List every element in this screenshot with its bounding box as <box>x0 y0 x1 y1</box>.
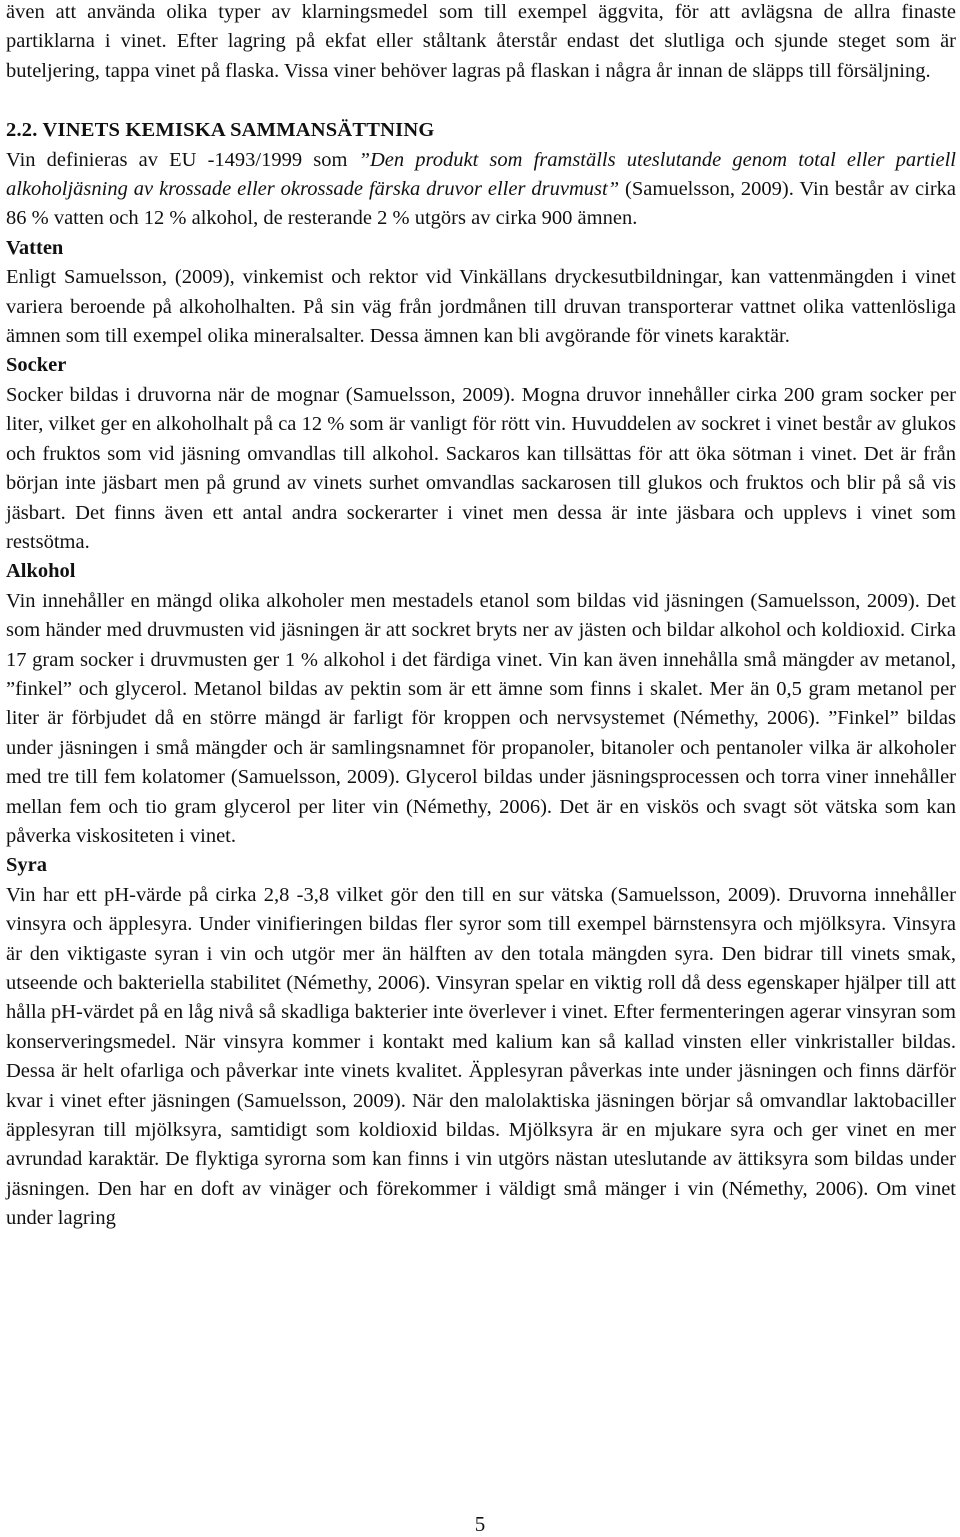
page-number: 5 <box>474 1512 486 1536</box>
definition-quote: ”Den produkt som framställs uteslutande genom total eller partiell alkoholjäsning av krossade eller okrossade färska druvor eller druvmust” <box>6 148 956 201</box>
definition-paragraph <box>6 146 956 234</box>
subheading-syra: Syra <box>6 854 47 877</box>
subheading-alkohol: Alkohol <box>6 560 76 583</box>
document-page <box>6 0 956 1234</box>
definition-lead: Vin definieras av EU -1493/1999 som <box>6 148 359 171</box>
section-number: 2.2. <box>6 119 38 142</box>
subheading-vatten: Vatten <box>6 236 64 259</box>
section-heading <box>6 116 956 145</box>
intro-paragraph: även att använda olika typer av klarningsmedel som till exempel äggvita, för att avlägsna de allra finaste partiklarna i vinet. Efter lagring på ekfat eller ståltank återstår endast det slutliga och sjunde steget som är buteljering, tappa vinet på flaska. Vissa viner behöver lagras på flaskan i några år innan de släpps till försäljning. <box>6 1 956 82</box>
definition-tail: (Samuelsson, 2009). Vin består av cirka 86 % vatten och 12 % alkohol, de resterande 2 % utgörs av cirka 900 ämnen. <box>6 178 957 230</box>
subheading-socker: Socker <box>6 354 67 377</box>
section-title: VINETS KEMISKA SAMMANSÄTTNING <box>42 119 435 142</box>
paragraph-syra: Vin har ett pH-värde på cirka 2,8 -3,8 vilket gör den till en sur vätska (Samuelsson, 2009). Druvorna innehåller vinsyra och äpplesyra. Under vinifieringen bildas fler syror som till exempel bärnstensyra och mjölksyra. Vinsyra är den viktigaste syran i vin och utgör mer än hälften av den totala mängden syra. Den bidrar till vinets smak, utseende och bakteriella stabilitet (Némethy, 2006). Vinsyran spelar en viktig roll då dess egenskaper hjälper till att hålla pH-värdet på en låg nivå så skadliga bakterier inte överlever i vinet. Efter fermenteringen agerar vinsyran som konserveringsmedel. När vinsyra kommer i kontakt med kalium kan så kallad vinsten eller vinkristaller bildas. Dessa är helt ofarliga och påverkar inte vinets kvalitet. Äpplesyran påverkas inte under jäsningen och finns därför kvar i vinet efter jäsningen (Samuelsson, 2009). När den malolaktiska jäsningen börjar så omvandlar laktobaciller äpplesyran till mjölksyra, samtidigt som koldioxid bildas. Mjölksyra är en mjukare syra och ger vinet en mer avrundad karaktär. De flyktiga syrorna som kan finns i vin utgörs nästan uteslutande av ättiksyra som bildas under jäsningen. Den har en doft av vinäger och förekommer i väldigt små mänger i vin (Némethy, 2006). Om vinet under lagring <box>6 883 956 1230</box>
paragraph-alkohol: Vin innehåller en mängd olika alkoholer men mestadels etanol som bildas vid jäsningen (Samuelsson, 2009). Det som händer med druvmusten vid jäsningen är att sockret bryts ner av jästen och bildar alkohol och koldioxid. Cirka 17 gram socker i druvmusten ger 1 % alkohol i det färdiga vinet. Vin kan även innehålla små mängder av metanol, ”finkel” och glycerol. Metanol bildas av pektin som är ett ämne som finns i skalet. Mer än 0,5 gram metanol per liter är förbjudet då en större mängd är farligt för kroppen och nervsystemet (Némethy, 2006). ”Finkel” bildas under jäsningen i små mängder och är samlingsnamnet för propanoler, bitanoler och pentanoler vilka är alkoholer med tre till fem kolatomer (Samuelsson, 2009). Glycerol bildas under jäsningsprocessen och torra viner innehåller mellan fem och tio gram glycerol per liter vin (Némethy, 2006). Det är en viskös och svagt söt vätska som kan påverka viskositeten i vinet. <box>6 589 956 847</box>
paragraph-socker: Socker bildas i druvorna när de mognar (Samuelsson, 2009). Mogna druvor innehåller cirka 200 gram socker per liter, vilket ger en alkoholhalt på ca 12 % som är vanligt för rött vin. Huvuddelen av sockret i vinet består av glukos och fruktos som vid jäsning omvandlas till alkohol. Sackaros kan tillsättas för att öka sötman i vinet. Det är från början inte jäsbart men på grund av vinets surhet omvandlas sackarosen till glukos och fruktos och blir på så vis jäsbart. Det finns även ett antal andra sockerarter i vinet men dessa är inte jäsbara och upplevs i vinet som restsötma. <box>6 383 956 553</box>
paragraph-vatten: Enligt Samuelsson, (2009), vinkemist och rektor vid Vinkällans dryckesutbildningar, kan vattenmängden i vinet variera beroende på alkoholhalten. På sin väg från jordmånen till druvan transporterar vattnet olika vattenlösliga ämnen som till exempel olika mineralsalter. Dessa ämnen kan bli avgörande för vinets karaktär. <box>6 266 956 348</box>
